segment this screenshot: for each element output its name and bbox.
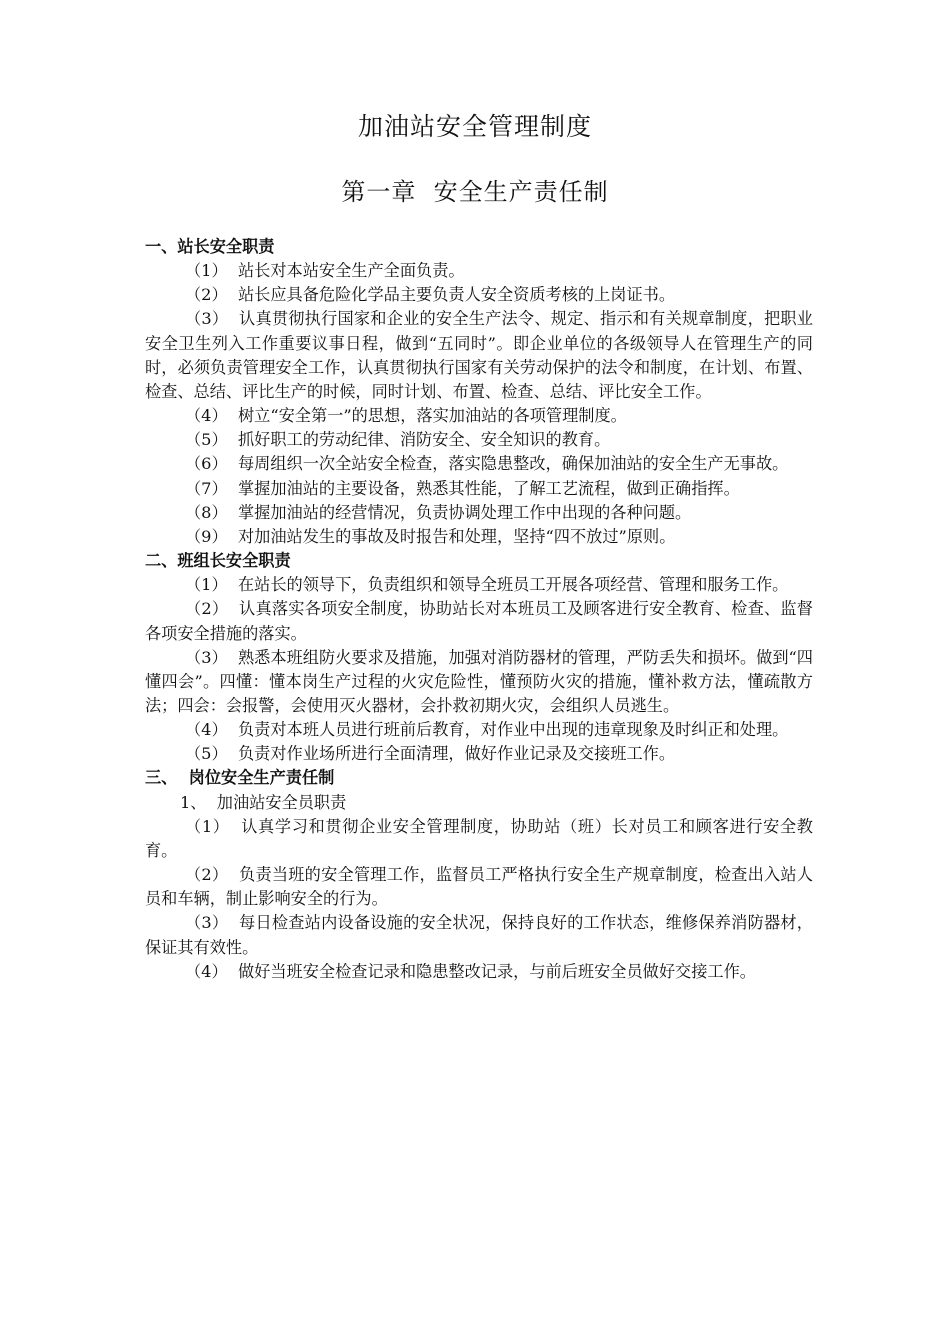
paragraph-item: （3） 熟悉本班组防火要求及措施，加强对消防器材的管理，严防丢失和损坏。做到“四懂四会”。四懂：懂本岗生产过程的火灾危险性，懂预防火灾的措施，懂补救方法，懂疏散方法；四会：会报警，会使用灭火器材，会扑救初期火灾，会组织人员逃生。 — [145, 647, 813, 715]
paragraph-item: （8） 掌握加油站的经营情况，负责协调处理工作中出现的各种问题。 — [185, 502, 692, 522]
paragraph-item: （3） 认真贯彻执行国家和企业的安全生产法令、规定、指示和有关规章制度，把职业安全卫生列入工作重要议事日程，做到“五同时”。即企业单位的各级领导人在管理生产的同时，必须负责管理安全工作，认真贯彻执行国家有关劳动保护的法令和制度，在计划、布置、检查、总结、评比生产的时候，同时计划、布置、检查、总结、评比安全工作。 — [145, 309, 813, 401]
paragraph-item: （1） 在站长的领导下，负责组织和领导全班员工开展各项经营、管理和服务工作。 — [185, 575, 789, 595]
paragraph-item: （4） 做好当班安全检查记录和隐患整改记录，与前后班安全员做好交接工作。 — [185, 961, 756, 981]
paragraph-item: （6） 每周组织一次全站安全检查，落实隐患整改，确保加油站的安全生产无事故。 — [185, 454, 789, 474]
document-title: 加油站安全管理制度 — [357, 112, 592, 141]
section-heading-post-responsibility: 三、 岗位安全生产责任制 — [145, 768, 335, 788]
paragraph-item: （5） 抓好职工的劳动纪律、消防安全、安全知识的教育。 — [185, 430, 611, 450]
chapter-title: 第一章 安全生产责任制 — [341, 178, 609, 206]
subsection-heading-safety-officer: 1、 加油站安全员职责 — [180, 792, 347, 812]
section-heading-stationmaster: 一、站长安全职责 — [145, 237, 275, 256]
paragraph-item: （1） 认真学习和贯彻企业安全管理制度，协助站（班）长对员工和顾客进行安全教育。 — [145, 816, 813, 860]
paragraph-item: （7） 掌握加油站的主要设备，熟悉其性能，了解工艺流程，做到正确指挥。 — [185, 478, 740, 498]
paragraph-item: （5） 负责对作业场所进行全面清理，做好作业记录及交接班工作。 — [185, 744, 676, 764]
section-heading-team-leader: 二、班组长安全职责 — [145, 551, 291, 571]
paragraph-item: （1） 站长对本站安全生产全面负责。 — [185, 261, 465, 281]
document-body — [145, 235, 813, 984]
paragraph-item: （9） 对加油站发生的事故及时报告和处理，坚持“四不放过”原则。 — [185, 526, 676, 546]
paragraph-item: （2） 站长应具备危险化学品主要负责人安全资质考核的上岗证书。 — [185, 285, 676, 305]
paragraph-item: （4） 负责对本班人员进行班前后教育，对作业中出现的违章现象及时纠正和处理。 — [185, 720, 789, 740]
paragraph-item: （2） 认真落实各项安全制度，协助站长对本班员工及顾客进行安全教育、检查、监督各项安全措施的落实。 — [145, 599, 813, 643]
paragraph-item: （2） 负责当班的安全管理工作，监督员工严格执行安全生产规章制度，检查出入站人员和车辆，制止影响安全的行为。 — [145, 865, 813, 909]
paragraph-item: （4） 树立“安全第一”的思想，落实加油站的各项管理制度。 — [185, 406, 627, 426]
paragraph-item: （3） 每日检查站内设备设施的安全状况，保持良好的工作状态，维修保养消防器材，保证其有效性。 — [145, 913, 813, 957]
